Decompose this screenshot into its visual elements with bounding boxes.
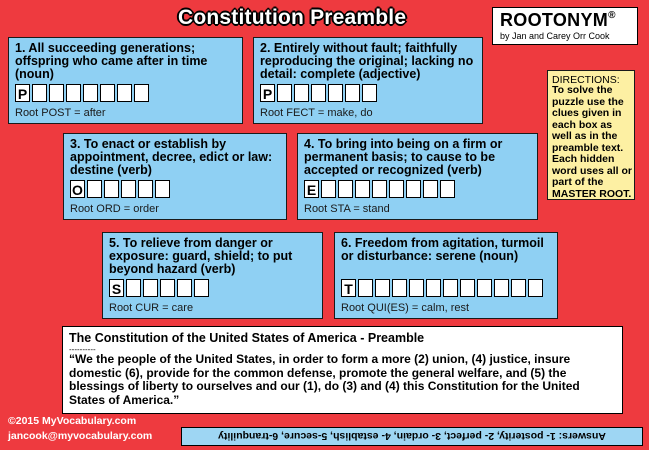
letter-box[interactable] [66,84,81,102]
letter-box[interactable] [426,279,441,297]
letter-box-first[interactable]: P [260,84,275,102]
clue-root: Root QUI(ES) = calm, rest [341,302,470,314]
letter-box[interactable] [338,180,353,198]
letter-box[interactable] [358,279,373,297]
letter-box[interactable] [126,279,141,297]
letter-box[interactable] [375,279,390,297]
clue-card-2 [253,37,483,124]
clue-root: Root ORD = order [70,203,159,215]
clue-root: Root STA = stand [304,203,390,215]
letter-box[interactable] [389,180,404,198]
clue-text: 6. Freedom from agitation, turmoil or disturbance: serene (noun) [341,236,544,263]
directions-panel [547,70,635,200]
letter-boxes [15,84,151,102]
clue-root: Root CUR = care [109,302,194,314]
letter-box[interactable] [294,84,309,102]
letter-box[interactable] [155,180,170,198]
letter-boxes [341,279,545,297]
clue-card-3 [63,133,287,220]
letter-box[interactable] [406,180,421,198]
letter-box[interactable] [328,84,343,102]
letter-box[interactable] [311,84,326,102]
letter-boxes [109,279,211,297]
letter-box[interactable] [177,279,192,297]
letter-box[interactable] [494,279,509,297]
letter-box-first[interactable]: O [70,180,85,198]
answers-strip [181,427,643,446]
letter-box[interactable] [160,279,175,297]
clue-root: Root POST = after [15,107,106,119]
letter-box[interactable] [87,180,102,198]
letter-box[interactable] [104,180,119,198]
letter-box[interactable] [362,84,377,102]
letter-box[interactable] [117,84,132,102]
letter-box-first[interactable]: E [304,180,319,198]
clue-text: 3. To enact or establish by appointment, decree, edict or law: destine (verb) [70,137,273,177]
directions-body: To solve the puzzle use the clues given in each box as well as in the preamble text. Each hidden word uses all or part of the MASTER ROOT. [552,84,632,200]
preamble-text: “We the people of the United States, in order to form a more (2) union, (4) justice, insure domestic (6), provide for the common defense, promote the general welfare, and (5) the blessings of liberty to ourselves and our (1), do (3) and (4) this Constitution for the United States of America.” [69,352,580,407]
letter-box[interactable] [143,279,158,297]
letter-box[interactable] [372,180,387,198]
letter-box[interactable] [32,84,47,102]
letter-box[interactable] [355,180,370,198]
brand-name: ROOTONYM® [500,10,616,30]
letter-box[interactable] [49,84,64,102]
letter-box[interactable] [440,180,455,198]
page-title: Constitution Preamble [178,6,407,29]
preamble-title: The Constitution of the United States of America - Preamble [69,331,425,345]
clue-text: 1. All succeeding generations; offspring who came after in time (noun) [15,41,208,81]
letter-box[interactable] [409,279,424,297]
letter-box[interactable] [460,279,475,297]
clue-card-1 [8,37,243,124]
brand-byline: by Jan and Carey Orr Cook [500,31,610,41]
letter-boxes [260,84,379,102]
letter-box[interactable] [528,279,543,297]
letter-box[interactable] [392,279,407,297]
preamble-panel [62,326,623,414]
brand-logo [492,7,638,45]
letter-box[interactable] [100,84,115,102]
letter-box[interactable] [277,84,292,102]
answers-text: Answers: 1- posterity, 2- perfect, 3- ordain, 4- establish, 5-secure, 6-tranquility [218,430,606,442]
directions-heading: DIRECTIONS: [552,74,620,86]
letter-box-first[interactable]: T [341,279,356,297]
letter-box[interactable] [121,180,136,198]
clue-text: 2. Entirely without fault; faithfully reproducing the original; lacking no detail: complete (adjective) [260,41,474,81]
letter-box-first[interactable]: S [109,279,124,297]
letter-box[interactable] [321,180,336,198]
letter-box[interactable] [194,279,209,297]
letter-box[interactable] [134,84,149,102]
letter-box[interactable] [443,279,458,297]
letter-box[interactable] [477,279,492,297]
contact-email: jancook@myvocabulary.com [8,430,153,442]
letter-box[interactable] [138,180,153,198]
clue-card-4 [297,133,538,220]
clue-card-6 [334,232,558,319]
letter-boxes [70,180,172,198]
letter-boxes [304,180,457,198]
letter-box[interactable] [83,84,98,102]
letter-box[interactable] [345,84,360,102]
clue-root: Root FECT = make, do [260,107,373,119]
preamble-separator: ---------- [69,345,96,354]
clue-card-5 [102,232,323,319]
letter-box[interactable] [423,180,438,198]
letter-box-first[interactable]: P [15,84,30,102]
clue-text: 4. To bring into being on a firm or permanent basis; to cause to be accepted or recognized (verb) [304,137,503,177]
letter-box[interactable] [511,279,526,297]
clue-text: 5. To relieve from danger or exposure: guard, shield; to put beyond hazard (verb) [109,236,293,276]
copyright: ©2015 MyVocabulary.com [8,415,137,427]
